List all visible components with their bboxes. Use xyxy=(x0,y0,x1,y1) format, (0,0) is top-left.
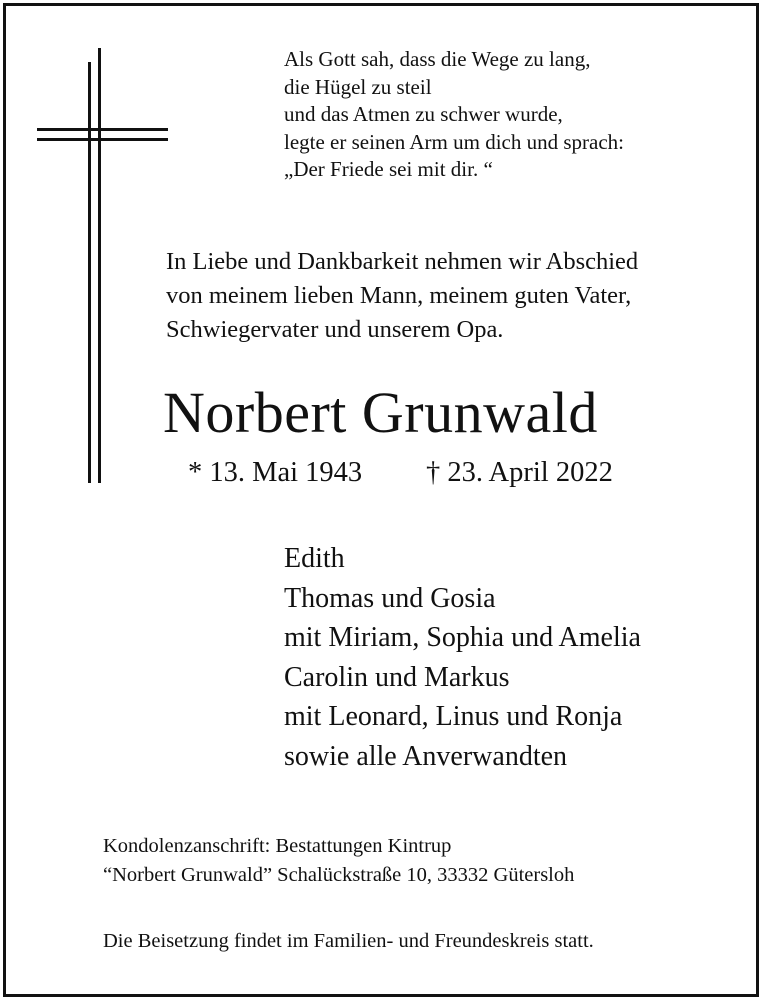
mourner-line: mit Leonard, Linus und Ronja xyxy=(284,701,623,732)
mourner-line: Edith xyxy=(284,543,345,574)
deceased-name: Norbert Grunwald xyxy=(163,380,598,445)
birth-date: * 13. Mai 1943 xyxy=(188,457,363,488)
poem-line: „Der Friede sei mit dir. “ xyxy=(284,157,493,181)
poem-line: die Hügel zu steil xyxy=(284,74,432,99)
mourner-line: Thomas und Gosia xyxy=(284,582,496,614)
intro-line: Schwiegervater und unserem Opa. xyxy=(166,316,504,343)
intro-line: In Liebe und Dankbarkeit nehmen wir Abschied xyxy=(166,248,639,275)
poem-line: und das Atmen zu schwer wurde, xyxy=(284,102,563,126)
mourner-line: sowie alle Anverwandten xyxy=(284,740,568,772)
mourner-line: Carolin und Markus xyxy=(284,661,510,693)
intro-line: von meinem lieben Mann, meinem guten Vater, xyxy=(166,282,632,309)
poem-line: Als Gott sah, dass die Wege zu lang, xyxy=(284,47,591,71)
poem-line: legte er seinen Arm um dich und sprach: xyxy=(284,129,624,154)
mourner-line: mit Miriam, Sophia und Amelia xyxy=(284,622,641,653)
condolence-line: “Norbert Grunwald” Schalückstraße 10, 33332 Gütersloh xyxy=(103,864,575,886)
death-date: † 23. April 2022 xyxy=(426,457,613,488)
condolence-line: Kondolenzanschrift: Bestattungen Kintrup xyxy=(103,835,452,857)
funeral-note: Die Beisetzung findet im Familien- und Freundeskreis statt. xyxy=(103,930,594,952)
